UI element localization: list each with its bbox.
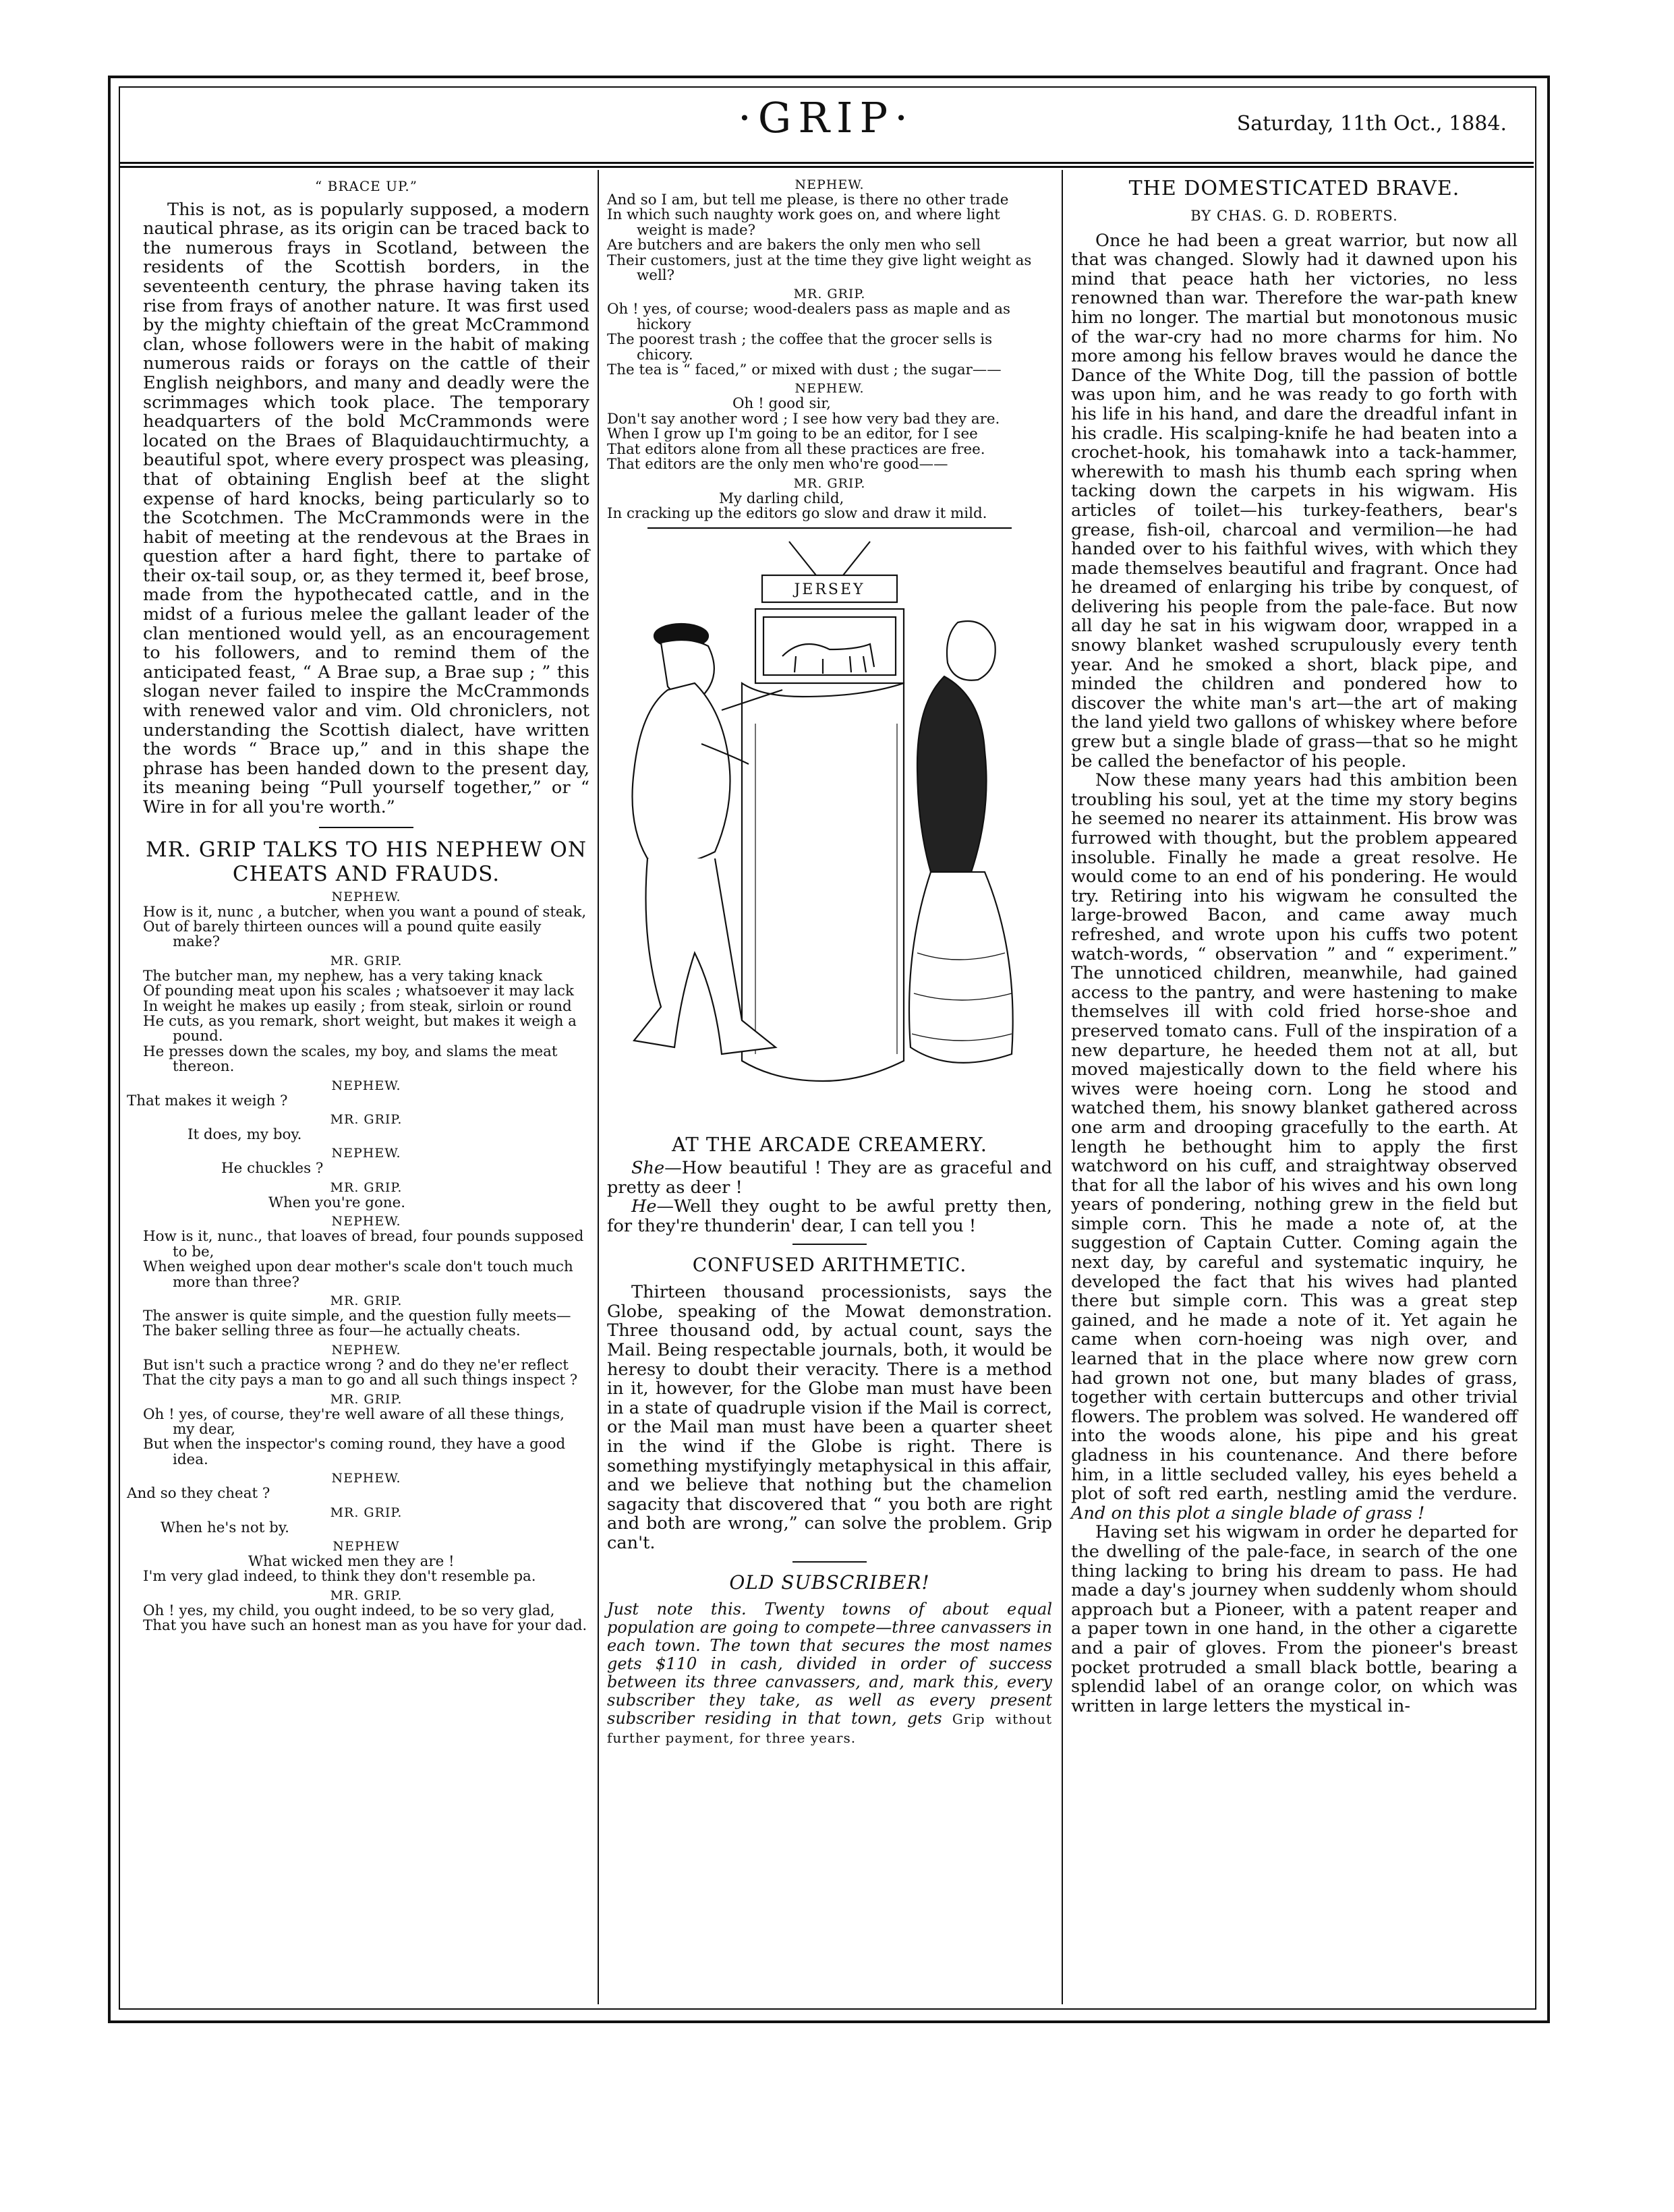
speaker: NEPHEW.	[331, 889, 401, 904]
verse-line: In cracking up the editors go slow and draw it mild.	[607, 504, 987, 522]
creamery-counter	[742, 683, 904, 1081]
subscriber-heading: OLD SUBSCRIBER!	[729, 1571, 930, 1594]
column-3	[1071, 174, 1518, 1995]
woman-skirt	[909, 872, 1013, 1063]
verse-line: In which such naughty work goes on, and where light weight is made?	[607, 206, 1000, 239]
speaker: NEPHEW.	[331, 1214, 401, 1229]
speaker: MR. GRIP.	[330, 1112, 403, 1128]
verse-line: That editors alone from all these practices are free.	[607, 440, 985, 458]
verse-line: Don't say another word ; I see how very bad they are.	[607, 410, 1000, 428]
verse-line: But when the inspector's coming round, they have a good idea.	[143, 1436, 566, 1468]
cheats-poem-continued	[607, 177, 1052, 521]
speaker: MR. GRIP.	[330, 1293, 403, 1308]
speaker: NEPHEW.	[331, 1146, 401, 1161]
verse-line: The poorest trash ; the coffee that the grocer sells is chicory.	[607, 331, 993, 363]
cheats-poem	[127, 889, 589, 1635]
issue-date: Saturday, 11th Oct., 1884.	[1236, 112, 1507, 136]
verse-line: What wicked men they are !	[248, 1552, 455, 1570]
verse-line: The baker selling three as four—he actually cheats.	[143, 1322, 521, 1340]
woman-head	[947, 621, 995, 680]
he-label: He	[631, 1196, 657, 1217]
speaker: NEPHEW.	[331, 1078, 401, 1093]
verse-line: That editors are the only men who're good——	[607, 456, 948, 473]
subscriber-text	[607, 1600, 1052, 1747]
verse-line: When weighed upon dear mother's scale don't touch much more than three?	[143, 1258, 573, 1291]
he-text: —Well they ought to be awful pretty then, for they're thunderin' dear, I can tell you !	[607, 1196, 1052, 1236]
verse-line: The butcher man, my nephew, has a very taking knack	[143, 967, 543, 985]
verse-line: My darling child,	[719, 490, 844, 507]
verse-line: It does, my boy.	[187, 1126, 302, 1144]
speaker: NEPHEW.	[795, 381, 865, 397]
verse-line: The answer is quite simple, and the question fully meets—	[143, 1307, 571, 1325]
arcade-dialogue-he	[607, 1197, 1052, 1235]
speaker: NEPHEW.	[331, 1342, 401, 1358]
verse-line: How is it, nunc., that loaves of bread, four pounds supposed to be,	[143, 1228, 584, 1260]
masthead	[119, 88, 1534, 162]
verse-line: When he's not by.	[161, 1519, 289, 1536]
speaker: NEPHEW.	[795, 177, 865, 192]
brave-paragraph-3: Having set his wigwam in order he departed for the dwelling of the pale-face, in search of the one thing lacking to bring his dream to pass. He had made a day's journey when suddenly whom should approach but a Pioneer, with a patent reaper and a paper town in one hand, in the other a cigarette and a pair of gloves. From the pioneer's breast pocket protruded a small black bottle, bearing a splendid label of an orange color, on which was written in large letters the mystical in-	[1071, 1522, 1518, 1716]
speaker: NEPHEW.	[331, 1471, 401, 1486]
separator	[319, 827, 413, 828]
verse-line: Oh ! yes, of course; wood-dealers pass as maple and as hickory	[607, 301, 1011, 333]
speaker: MR. GRIP.	[330, 953, 403, 968]
verse-line: He cuts, as you remark, short weight, but makes it weigh a pound.	[143, 1013, 577, 1045]
verse-line: Oh ! good sir,	[732, 395, 831, 413]
column-1	[127, 174, 589, 1995]
column-rule-1	[598, 170, 599, 2004]
speaker: MR. GRIP.	[330, 1391, 403, 1407]
she-text: —How beautiful ! They are as graceful and pretty as deer !	[607, 1157, 1052, 1198]
verse-line: That you have such an honest man as you have for your dad.	[143, 1617, 587, 1635]
verse-line: I'm very glad indeed, to think they don't resemble pa.	[143, 1568, 536, 1585]
verse-line: When you're gone.	[268, 1194, 406, 1211]
brave-byline: BY CHAS. G. D. ROBERTS.	[1190, 208, 1398, 224]
brave-paragraph-1: Once he had been a great warrior, but now all that was changed. Slowly had it dawned upon his mind that peace hath her victories, no less renowned than war. Therefore the war-path knew him no longer. The martial but monotonous music of the war-cry had no more charms for him. No more among his fellow braves would he dance the Dance of the White Dog, till the passion of bottle was upon him, and he was ready to go forth with his life in his hand, and dare the dreadful infant in his cradle. His scalping-knife he had beaten into a crochet-hook, his tomahawk into a tack-hammer, wherewith to mash his thumb each spring when tacking down the carpets in his wigwam. His articles of toilet—his turkey-feathers, bear's grease, fish-oil, charcoal and vermilion—he had handed over to his faithful wives, with which they made themselves beautiful and fragrant. Once had he dreamed of enlarging his tribe by conquest, of delivering his people from the pale-face. But now all day he sat in his wigwam door, wrapped in a snowy blanket washed scrupulously every tenth year. And he smoked a short, black pipe, and minded the children and pondered how to discover the white man's art—the art of making the land yield two gallons of whiskey where before grew but a single blade of grass—that so he might be called the benefactor of his people.	[1071, 230, 1518, 772]
arcade-creamery-cartoon	[620, 521, 1039, 1128]
separator	[792, 1561, 867, 1563]
cow-picture-frame	[755, 609, 904, 683]
verse-line: When I grow up I'm going to be an editor, for I see	[607, 426, 978, 443]
masthead-rule-2	[119, 166, 1534, 168]
man-body	[633, 683, 730, 864]
brave-p2-text: Now these many years had this ambition been troubling his soul, yet at the time my story begins he seemed no nearer its attainment. His brow was furrowed with thought, but the problem appeared insoluble. Finally he made a great resolve. He would come to an end of his pondering. He would try. Retiring into his wigwam he consulted the large-browed Bacon, and came away much refreshed, and wrote upon his cuffs two potent watch-words, “ observation ” and “ experiment.” The unnoticed children, meanwhile, had gained access to the pantry, and were hastening to make themselves ill with cold fried horse-shoe and preserved tomato cans. Full of the inspiration of a new departure, he heeded them not at all, but moved majestically down to the field where his wives were hoeing corn. Long he stood and watched them, his snowy blanket gathered across one arm and drooping gracefully to the earth. At length he bethought him to apply the first watchword on his cuff, and straightway observed that for all the labor of his wives and his own long years of pondering, nothing grew in the field but simple corn. This he made a note of, at the suggestion of Captain Cutter. Coming again the next day, by careful and systematic inquiry, he developed the fact that his wives had planted there but simple corn. This was a great step gained, and he made a note of it. Yet again he came when corn-hoeing was nigh over, and learned that in the place where now grew corn had grown not one, but many blades of grass, together with certain buttercups and other trivial flowers. The problem was solved. He wandered off into the woods alone, his pipe and his great gladness in his countenance. And there before him, in a little secluded valley, his eyes beheld a plot of soft red earth, nestling amid the verdure.	[1071, 770, 1518, 1505]
brace-up-text: This is not, as is popularly supposed, a modern nautical phrase, as its origin can be traced back to the numerous frays in Scotland, between the residents of the Scottish borders, in the seventeenth century, the phrase having taken its rise from frays of another nature. It was first used by the mighty chieftain of the great McCrammond clan, whose followers were in the habit of making numerous raids or forays on the cattle of their English neighbors, and many and deadly were the scrimmages which took place. The temporary headquarters of the bold McCrammonds were located on the Braes of Blaquidauchtirmuchty, a beautiful spot, where every prospect was pleasing, that of obtaining English beef at the slight expense of hard knocks, being particularly so to the Scotchmen. The McCrammonds were in the habit of meeting at the rendevous at the Braes in question after a hard fight, there to partake of their ox-tail soup, or, as they termed it, beef brose, made from the hypothecated cattle, and in the midst of a furious melee the gallant leader of the clan mentioned would yell, as an encouragement to his followers, and to remind them of the anticipated feast, “ A Brae sup, a Brae sup ; ” this slogan never failed to inspire the McCrammonds with renewed valor and vim. Old chroniclers, not understanding the Scottish dialect, have written the words “ Brace up,” and in this shape the phrase has been handed down to the present day, its meaning being “Pull yourself together,” or “ Wire in for all you're worth.”	[143, 199, 589, 817]
cartoon-sign-text: JERSEY	[794, 581, 865, 599]
masthead-rule	[119, 162, 1534, 164]
speaker: MR. GRIP.	[793, 287, 866, 302]
subscriber-body: Just note this. Twenty towns of about equal population are going to compete—three canvassers in each town. The town that secures the most names gets $110 in cash, divided in order of success between its three canvassers, and, mark this, every subscriber they take, as well as every present subscriber residing in that town, gets	[607, 1599, 1052, 1728]
brave-heading: THE DOMESTICATED BRAVE.	[1128, 177, 1460, 200]
speaker: MR. GRIP.	[330, 1505, 403, 1520]
arcade-caption: AT THE ARCADE CREAMERY.	[671, 1133, 988, 1157]
she-label: She	[631, 1157, 665, 1178]
verse-line: And so they cheat ?	[127, 1485, 270, 1503]
verse-line: The tea is “ faced,” or mixed with dust ; the sugar——	[607, 361, 1002, 379]
subscriber-tail: Grip without further payment, for three years.	[607, 1710, 1052, 1746]
brave-paragraph-2	[1071, 771, 1518, 1523]
verse-line: But isn't such a practice wrong ? and do they ne'er reflect	[143, 1356, 569, 1374]
verse-line: How is it, nunc , a butcher, when you want a pound of steak,	[143, 903, 587, 921]
column-rule-2	[1062, 170, 1063, 2004]
verse-line: Of pounding meat upon his scales ; whatsoever it may lack	[143, 983, 574, 1000]
brace-up-heading: “ BRACE UP.”	[315, 178, 417, 194]
arithmetic-text: Thirteen thousand processionists, says the Globe, speaking of the Mowat demonstration. Three thousand odd, by actual count, says the Mail. Being respectable journals, both, it would be heresy to doubt their veracity. There is a method in it, however, for the Globe man must have been in a state of quadruple vision if the Mail is correct, or the Mail man must have been a quarter sheet in the wind if the Globe is right. There is something mystifyingly metaphysical in this affair, and we believe that nothing but the chamelion sagacity that discovered that “ you both are right and both are wrong,” can solve the problem. Grip can't.	[607, 1282, 1052, 1553]
speaker: MR. GRIP.	[330, 1588, 403, 1603]
verse-line: That makes it weigh ?	[127, 1092, 288, 1109]
verse-line: In weight he makes up easily ; from steak, sirloin or round	[143, 997, 572, 1015]
cheats-heading: MR. GRIP TALKS TO HIS NEPHEW ON CHEATS AND FRAUDS.	[146, 837, 587, 886]
arithmetic-heading: CONFUSED ARITHMETIC.	[692, 1254, 967, 1277]
column-2	[607, 174, 1052, 1995]
verse-line: Out of barely thirteen ounces will a pound quite easily make?	[143, 919, 542, 951]
separator	[792, 1244, 867, 1245]
verse-line: Oh ! yes, my child, you ought indeed, to be so very glad,	[143, 1602, 555, 1619]
arcade-dialogue-she	[607, 1159, 1052, 1197]
verse-line: Their customers, just at the time they give light weight as well?	[607, 252, 1032, 285]
verse-line: Oh ! yes, of course, they're well aware of all these things, my dear,	[143, 1405, 565, 1438]
verse-line: He chuckles ?	[221, 1160, 324, 1177]
speaker: MR. GRIP.	[330, 1180, 403, 1195]
verse-line: He presses down the scales, my boy, and slams the meat thereon.	[143, 1043, 558, 1076]
verse-line: That the city pays a man to go and all such things inspect ?	[143, 1372, 578, 1389]
speaker: NEPHEW	[333, 1538, 400, 1554]
brave-p2-italic: And on this plot a single blade of grass !	[1071, 1503, 1425, 1523]
verse-line: And so I am, but tell me please, is there no other trade	[607, 192, 1009, 208]
verse-line: Are butchers and are bakers the only men who sell	[607, 237, 981, 254]
woman-bodice	[917, 676, 987, 872]
masthead-title: ·GRIP·	[738, 93, 915, 142]
speaker: MR. GRIP.	[793, 475, 866, 491]
